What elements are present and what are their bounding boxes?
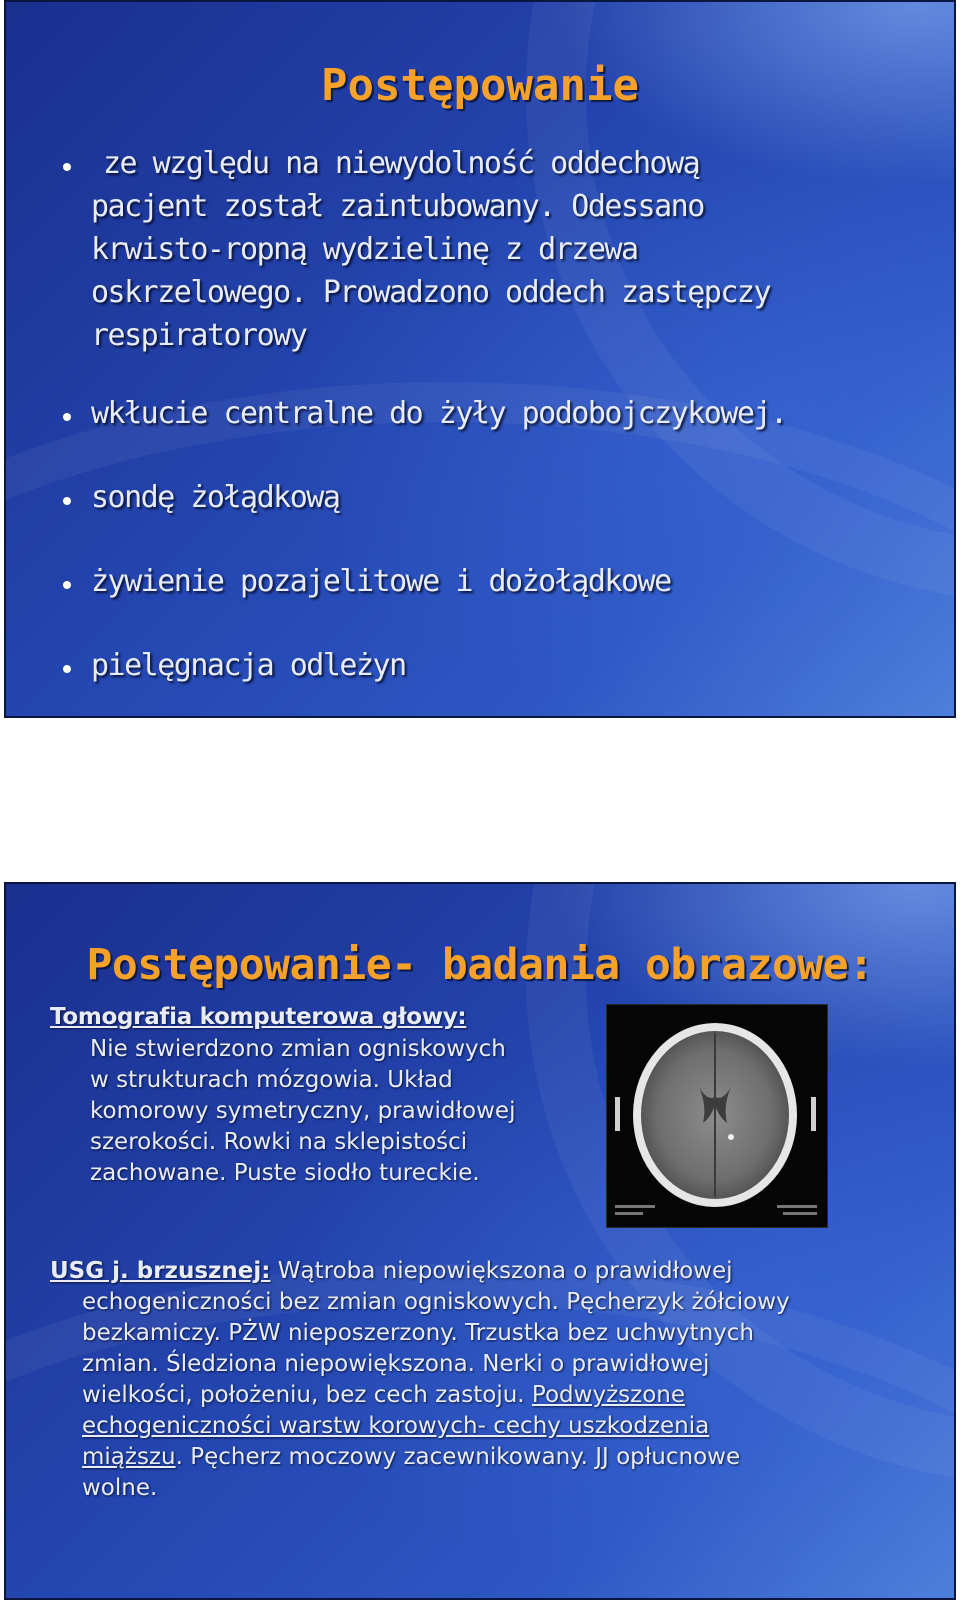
bullet-line: pacjent został zaintubowany. Odessano [91,189,704,224]
ct-line: szerokości. Rowki na sklepistości [90,1129,468,1155]
usg-line [50,1380,920,1411]
usg-label: USG j. brzusznej: [50,1258,271,1284]
ct-line: Nie stwierdzono zmian ogniskowych [90,1036,506,1062]
usg-line: bezkamiczy. PŻW nieposzerzony. Trzustka bez uchwytnych [82,1320,754,1346]
usg-line [50,1442,920,1473]
calcification [728,1134,734,1140]
bullet-text: sondę żołądkową [91,480,340,515]
ct-heading: Tomografia komputerowa głowy: [50,1004,467,1030]
bullet-text [73,142,921,357]
usg-line: wolne. [82,1475,158,1501]
brain-ct-scan-graphic [607,1005,827,1227]
ct-line: zachowane. Puste siodło tureckie. [90,1160,480,1186]
brain-ct-scan-image [606,1004,828,1228]
scan-annotation [777,1205,817,1208]
scale-marker [615,1097,620,1131]
usg-text: . Pęcherz moczowy zacewnikowany. JJ opłucnowe [175,1444,741,1470]
usg-findings [50,1256,920,1504]
bullet-dot-icon [63,163,71,171]
usg-line [50,1256,920,1287]
slide-title: Postępowanie [321,60,639,111]
scale-marker [811,1097,816,1131]
bullet-dot-icon [63,665,71,673]
scan-annotation [783,1212,817,1215]
bullet-line: krwisto-ropną wydzielinę z drzewa [91,232,638,267]
bullet-dot-icon [63,497,71,505]
usg-highlight: Podwyższone [531,1382,685,1408]
ct-line: komorowy symetryczny, prawidłowej [90,1098,516,1124]
bullet-list [61,142,921,694]
scan-annotation [615,1205,655,1208]
usg-text: wielkości, położeniu, bez cech zastoju. [82,1382,532,1408]
bullet-line: ze względu na niewydolność oddechową [103,146,700,181]
bullet-item [61,560,921,644]
bullet-line: respiratorowy [91,318,307,353]
bullet-line: oskrzelowego. Prowadzono oddech zastępczy [91,275,771,310]
bullet-item [61,142,921,352]
slide-2 [4,882,956,1600]
bullet-dot-icon [63,581,71,589]
slide-title: Postępowanie- badania obrazowe: [86,940,874,990]
usg-highlight: echogeniczności warstw korowych- cechy uszkodzenia [82,1413,710,1439]
usg-text: Wątroba niepowiększona o prawidłowej [270,1258,733,1284]
bullet-dot-icon [63,413,71,421]
bullet-item [61,476,921,560]
bullet-item [61,392,921,476]
usg-highlight: miąższu [82,1444,176,1470]
usg-line: echogeniczności bez zmian ogniskowych. Pęcherzyk żółciowy [82,1289,790,1315]
ct-line: w strukturach mózgowia. Układ [90,1067,453,1093]
slide-1 [4,0,956,718]
scan-annotation [615,1212,643,1215]
bullet-text: pielęgnacja odleżyn [91,648,406,683]
ct-findings [90,1034,590,1189]
bullet-text: wkłucie centralne do żyły podobojczykowej. [91,396,787,431]
usg-line: zmian. Śledziona niepowiększona. Nerki o prawidłowej [82,1351,710,1377]
bullet-item [61,644,921,694]
bullet-text: żywienie pozajelitowe i dożołądkowe [91,564,671,599]
